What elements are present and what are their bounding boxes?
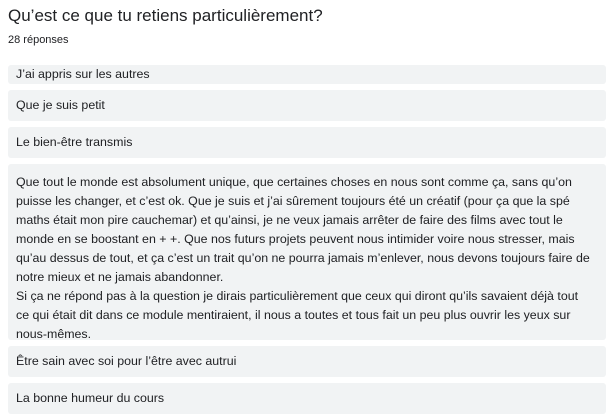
responses-list[interactable] (8, 66, 606, 416)
question-title: Qu’est ce que tu retiens particulièrement? (8, 6, 323, 25)
response-item (8, 164, 606, 340)
response-item: La bonne humeur du cours (8, 383, 606, 414)
response-item: J’ai appris sur les autres (8, 65, 606, 84)
response-item: Être sain avec soi pour l’être avec autrui (8, 346, 606, 377)
response-count: 28 réponses (8, 34, 69, 46)
response-item: Que je suis petit (8, 90, 606, 121)
response-paragraph: Si ça ne répond pas à la question je dirais particulièrement que ceux qui diront qu’ils savaient déjà tout ce qui était dit dans ce module mentiraient, il nous a toutes et tous fait un peu plus ouvrir les yeux sur nous-mêmes. (16, 289, 579, 341)
response-item: Le bien-être transmis (8, 127, 606, 158)
response-paragraph: Que tout le monde est absolument unique, que certaines choses en nous sont comme ça, sans qu’on puisse les changer, et c’est ok. Que je suis et j’ai sûrement toujours été un créatif (pour ça que la spé maths était mon pire cauchemar) et qu’ainsi, je ne veux jamais arrêter de faire des films avec tout le monde en se boostant en + +. Que nos futurs projets peuvent nous intimider voire nous stresser, mais qu’au dessus de tout, et ça c’est un trait qu’on ne pourra jamais m’enlever, nous devons toujours faire de notre mieux et ne jamais abandonner. (16, 175, 590, 284)
